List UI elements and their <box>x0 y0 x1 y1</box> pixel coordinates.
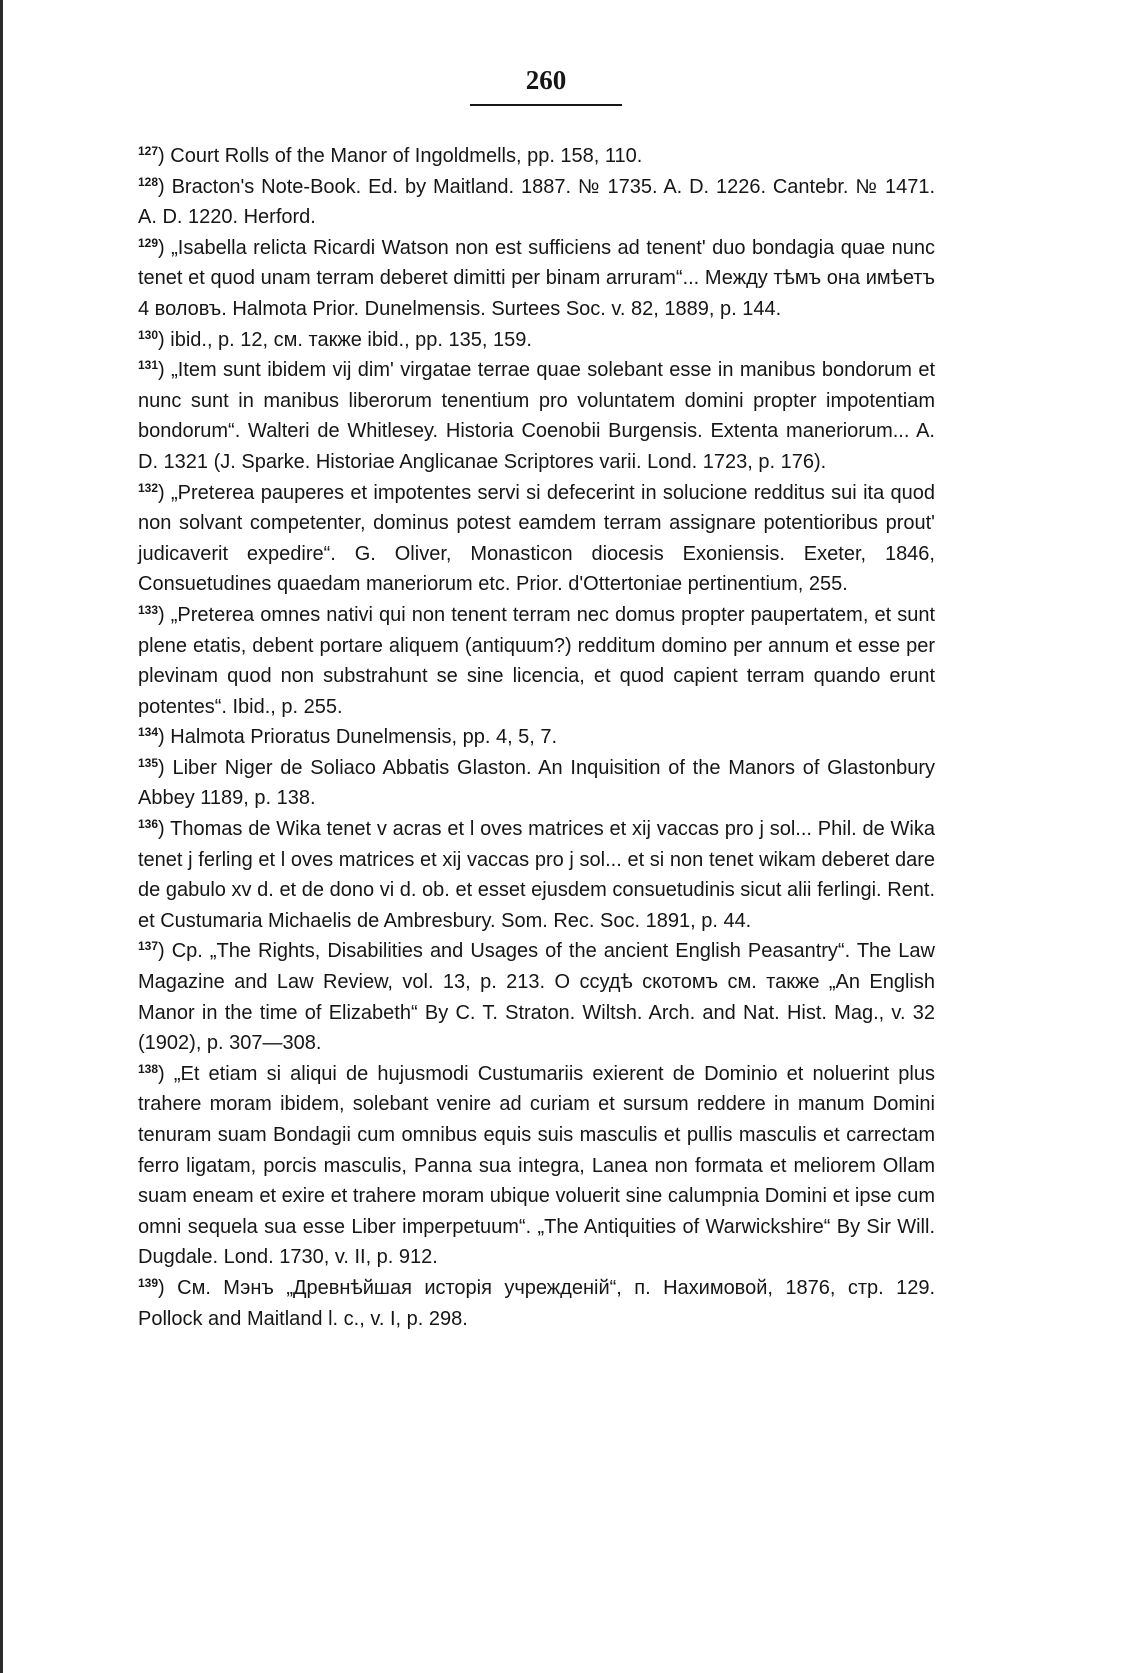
page-number: 260 <box>525 65 567 95</box>
footnote <box>138 355 935 477</box>
footnote-paren: ) <box>158 328 171 351</box>
footnote <box>138 753 935 814</box>
footnote-paren: ) <box>158 1062 174 1085</box>
footnote-text: „Isabella relicta Ricardi Watson non est sufficiens ad tenent' duo bondagia quae nunc tenet et quod unam terram deberet dimitti per binam arruram“... Между тѣмъ она имѣетъ 4 воловъ. Halmota Prior. Dunelmensis. Surtees Soc. v. 82, 1889, p. 144. <box>138 236 935 320</box>
footnote-text: ibid., p. 12, см. также ibid., pp. 135, 159. <box>170 328 532 351</box>
footnote-paren: ) <box>158 481 172 504</box>
footnote-number: 127 <box>138 144 159 158</box>
footnote <box>138 172 935 233</box>
footnote-number: 129 <box>138 235 159 250</box>
footnote-number: 128 <box>138 174 159 189</box>
footnote-number: 131 <box>138 358 159 373</box>
page-header <box>470 62 622 106</box>
footnote-number: 134 <box>138 725 159 740</box>
footnote-number: 136 <box>138 817 159 832</box>
footnote-number: 133 <box>138 602 159 617</box>
footnote-number: 135 <box>138 755 159 770</box>
footnote-number: 130 <box>138 327 159 342</box>
footnote-text: Bracton's Note-Book. Ed. by Maitland. 1887. № 1735. A. D. 1226. Cantebr. № 1471. A. D. 1220. Herford. <box>138 175 936 229</box>
footnote <box>138 233 935 325</box>
footnote <box>138 141 935 172</box>
footnote-paren: ) <box>158 756 173 779</box>
scan-border <box>0 0 3 1673</box>
footnote <box>138 478 935 600</box>
footnote <box>138 325 935 356</box>
footnote-number: 139 <box>138 1275 159 1290</box>
footnote <box>138 1273 935 1334</box>
footnote-text: Cp. „The Rights, Disabilities and Usages of the ancient English Peasantry“. The Law Magazine and Law Review, vol. 13, p. 213. О ссудѣ скотомъ см. также „An English Manor in the time of Elizabeth“ By C. T. Straton. Wiltsh. Arch. and Nat. Hist. Mag., v. 32 (1902), p. 307—308. <box>138 940 935 1055</box>
footnote-text: Liber Niger de Soliaco Abbatis Glaston. An Inquisition of the Manors of Glastonbury Abbey 1189, p. 138. <box>138 756 935 810</box>
footnote-text: „Item sunt ibidem vij dim' virgatae terrae quae solebant esse in manibus bondorum et nunc sunt in manibus liberorum tenentium pro voluntatem domini propter impotentiam bondorum“. Walteri de Whitlesey. Historia Coenobii Burgensis. Extenta maneriorum... A. D. 1321 (J. Sparke. Historiae Anglicanae Scriptores varii. Lond. 1723, p. 176). <box>138 359 935 473</box>
footnote-text: Thomas de Wika tenet v acras et l oves matrices et xij vaccas pro j sol... Phil. de Wika tenet j ferling et l oves matrices et xij vaccas pro j sol... et si non tenet wikam deberet dare de gabulo xv d. et de dono vi d. ob. et esset ejusdem consuetudinis sicut alii ferlingi. Rent. et Custumaria Michaelis de Ambresbury. Som. Rec. Soc. 1891, p. 44. <box>138 818 936 932</box>
footnote-text: „Preterea pauperes et impotentes servi si defecerint in solucione redditus sui ita quod non solvant competenter, dominus potest eamdem terram assignare potentioribus prout' judicaverit expedire“. G. Oliver, Monasticon diocesis Exoniensis. Exeter, 1846, Consuetudines quaedam maneriorum etc. Prior. d'Ottertoniae pertinentium, 255. <box>138 481 935 596</box>
footnote <box>138 1059 935 1273</box>
header-rule <box>470 104 622 106</box>
footnote-paren: ) <box>158 1276 178 1299</box>
footnote-paren: ) <box>158 145 171 167</box>
footnote <box>138 814 935 936</box>
footnote <box>138 600 935 722</box>
footnotes-list <box>138 141 935 1334</box>
footnote-text: „Et etiam si aliqui de hujusmodi Custumariis exierent de Dominio et noluerint plus trahere moram ibidem, solebant venire ad curiam et sursum reddere in manum Domini tenuram suam Bondagii cum omnibus equis suis masculis et pullis masculis et carrectam ferro ligatam, porcis masculis, Panna sua integra, Lanea non formata et meliorem Ollam suam eneam et exire et trahere moram ubique voluerit sine calumpnia Domini et ipse cum omni sequela sua esse Liber imperpetuum“. „The Antiquities of Warwickshire“ By Sir Will. Dugdale. Lond. 1730, v. II, p. 912. <box>138 1062 935 1269</box>
footnote-paren: ) <box>158 940 172 963</box>
footnote <box>138 722 935 753</box>
footnote-paren: ) <box>158 726 171 749</box>
footnote-number: 137 <box>138 939 159 954</box>
footnote-paren: ) <box>158 603 171 626</box>
footnote-number: 132 <box>138 480 159 495</box>
footnote-paren: ) <box>158 175 172 198</box>
footnote <box>138 936 935 1058</box>
footnote-text: Halmota Prioratus Dunelmensis, pp. 4, 5, 7. <box>170 726 558 749</box>
footnote-text: „Preterea omnes nativi qui non tenent terram nec domus propter paupertatem, et sunt plene etatis, debent portare aliquem (antiquum?) redditum domino per annum et esse per plevinam quod non substrahunt se sine licencia, et quod capient terram quando erunt potentes“. Ibid., p. 255. <box>138 603 936 718</box>
footnote-paren: ) <box>158 236 172 259</box>
footnote-paren: ) <box>158 818 171 841</box>
footnote-number: 138 <box>138 1061 159 1076</box>
footnote-paren: ) <box>158 359 172 382</box>
footnote-text: См. Мэнъ „Древнѣйшая исторія учрежденій“, п. Нахимовой, 1876, стр. 129. Pollock and Maitland l. c., v. I, p. 298. <box>138 1276 936 1330</box>
footnote-text: Court Rolls of the Manor of Ingoldmells, pp. 158, 110. <box>170 145 643 167</box>
